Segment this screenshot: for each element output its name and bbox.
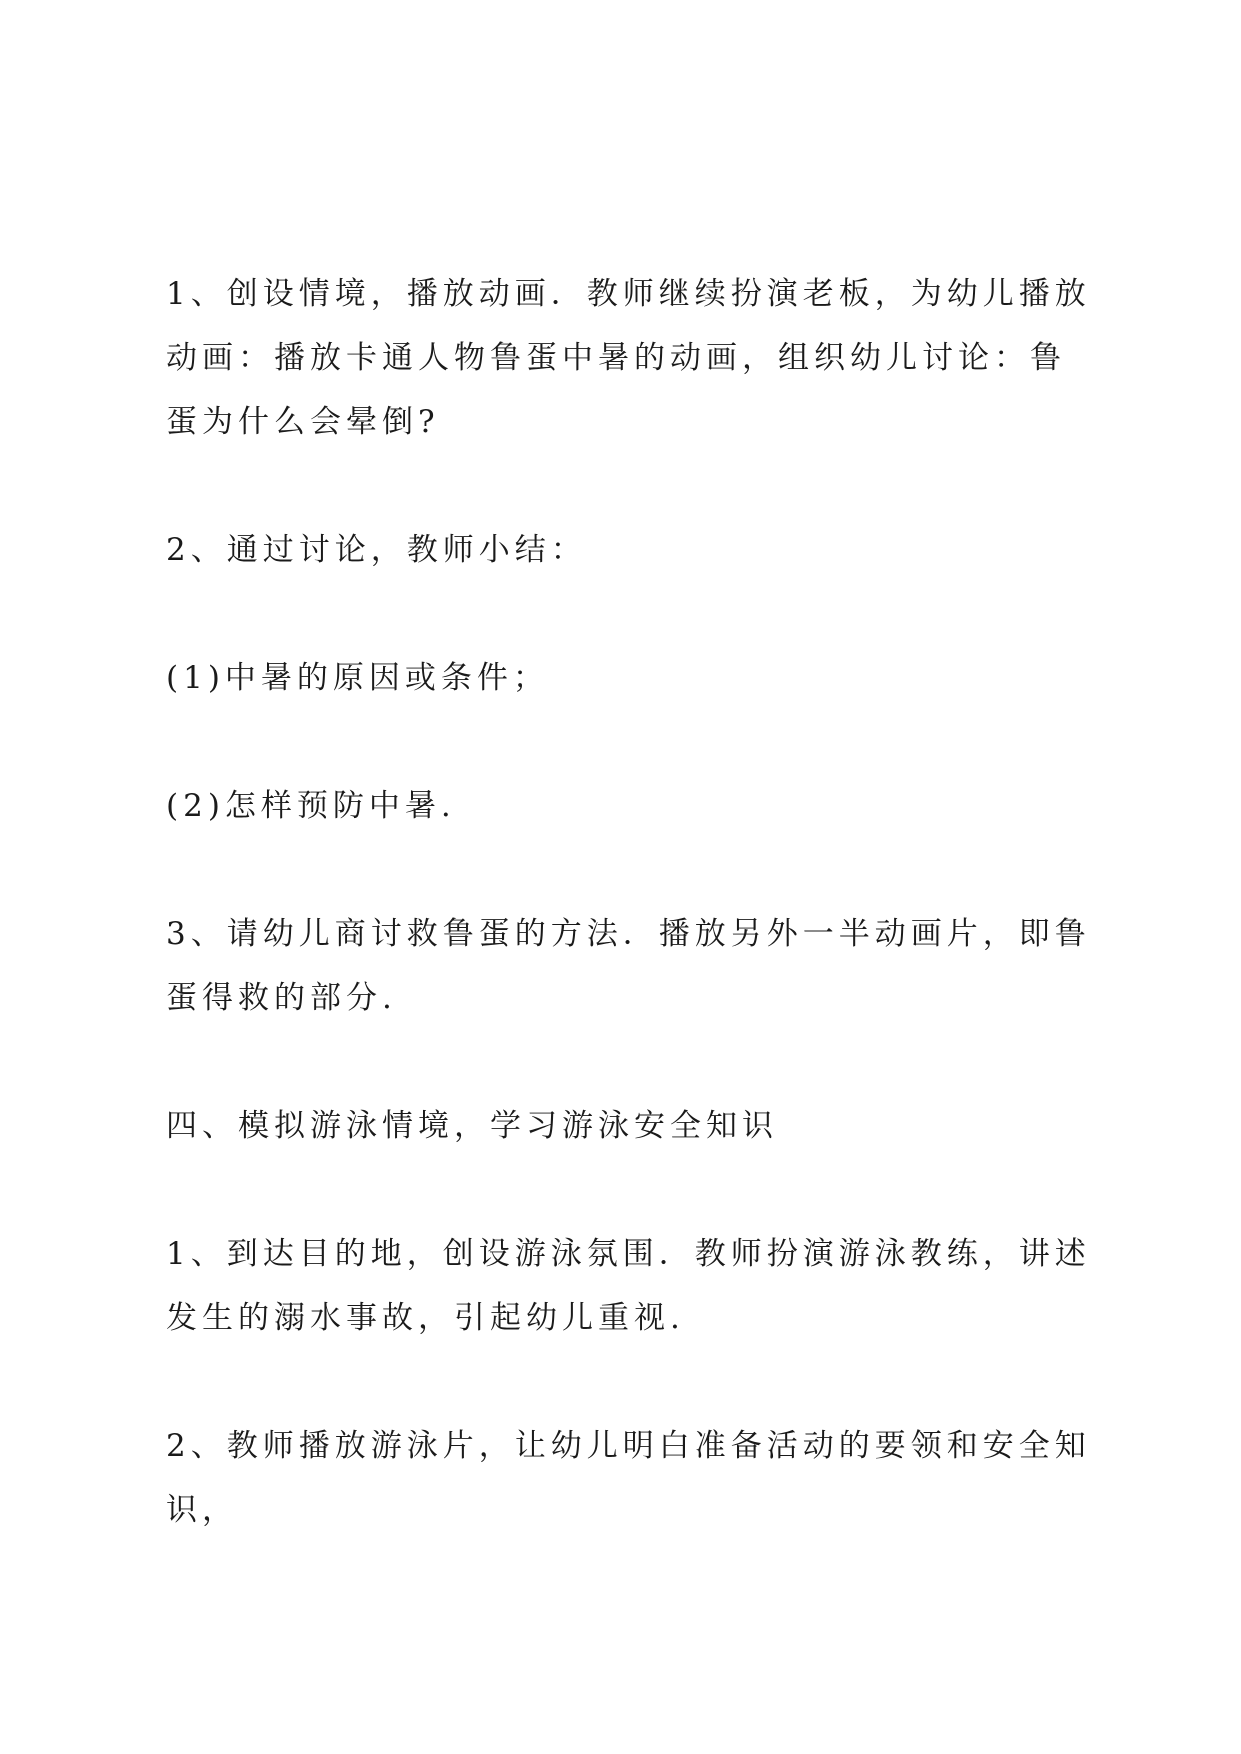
paragraph-spacer xyxy=(166,582,1101,646)
paragraph-spacer xyxy=(166,710,1101,774)
paragraph-spacer xyxy=(166,1030,1101,1094)
paragraph-3: (1)中暑的原因或条件； xyxy=(166,660,549,696)
paragraph-1: 1、创设情境，播放动画．教师继续扮演老板，为幼儿播放动画：播放卡通人物鲁蛋中暑的动画，组织幼儿讨论：鲁蛋为什么会晕倒? xyxy=(166,276,1091,440)
paragraph-spacer xyxy=(166,1158,1101,1222)
paragraph-spacer xyxy=(166,838,1101,902)
paragraph-6: 1、到达目的地，创设游泳氛围．教师扮演游泳教练，讲述发生的溺水事故，引起幼儿重视. xyxy=(166,1236,1091,1336)
paragraph-7: 2、教师播放游泳片，让幼儿明白准备活动的要领和安全知识， xyxy=(166,1428,1091,1528)
document-body xyxy=(166,262,1101,1542)
paragraph-5: 3、请幼儿商讨救鲁蛋的方法．播放另外一半动画片，即鲁蛋得救的部分. xyxy=(166,916,1091,1016)
paragraph-2: 2、通过讨论，教师小结： xyxy=(166,532,587,568)
paragraph-4: (2)怎样预防中暑. xyxy=(166,788,456,824)
section-heading: 四、模拟游泳情境，学习游泳安全知识 xyxy=(166,1108,778,1144)
paragraph-spacer xyxy=(166,1350,1101,1414)
paragraph-spacer xyxy=(166,454,1101,518)
